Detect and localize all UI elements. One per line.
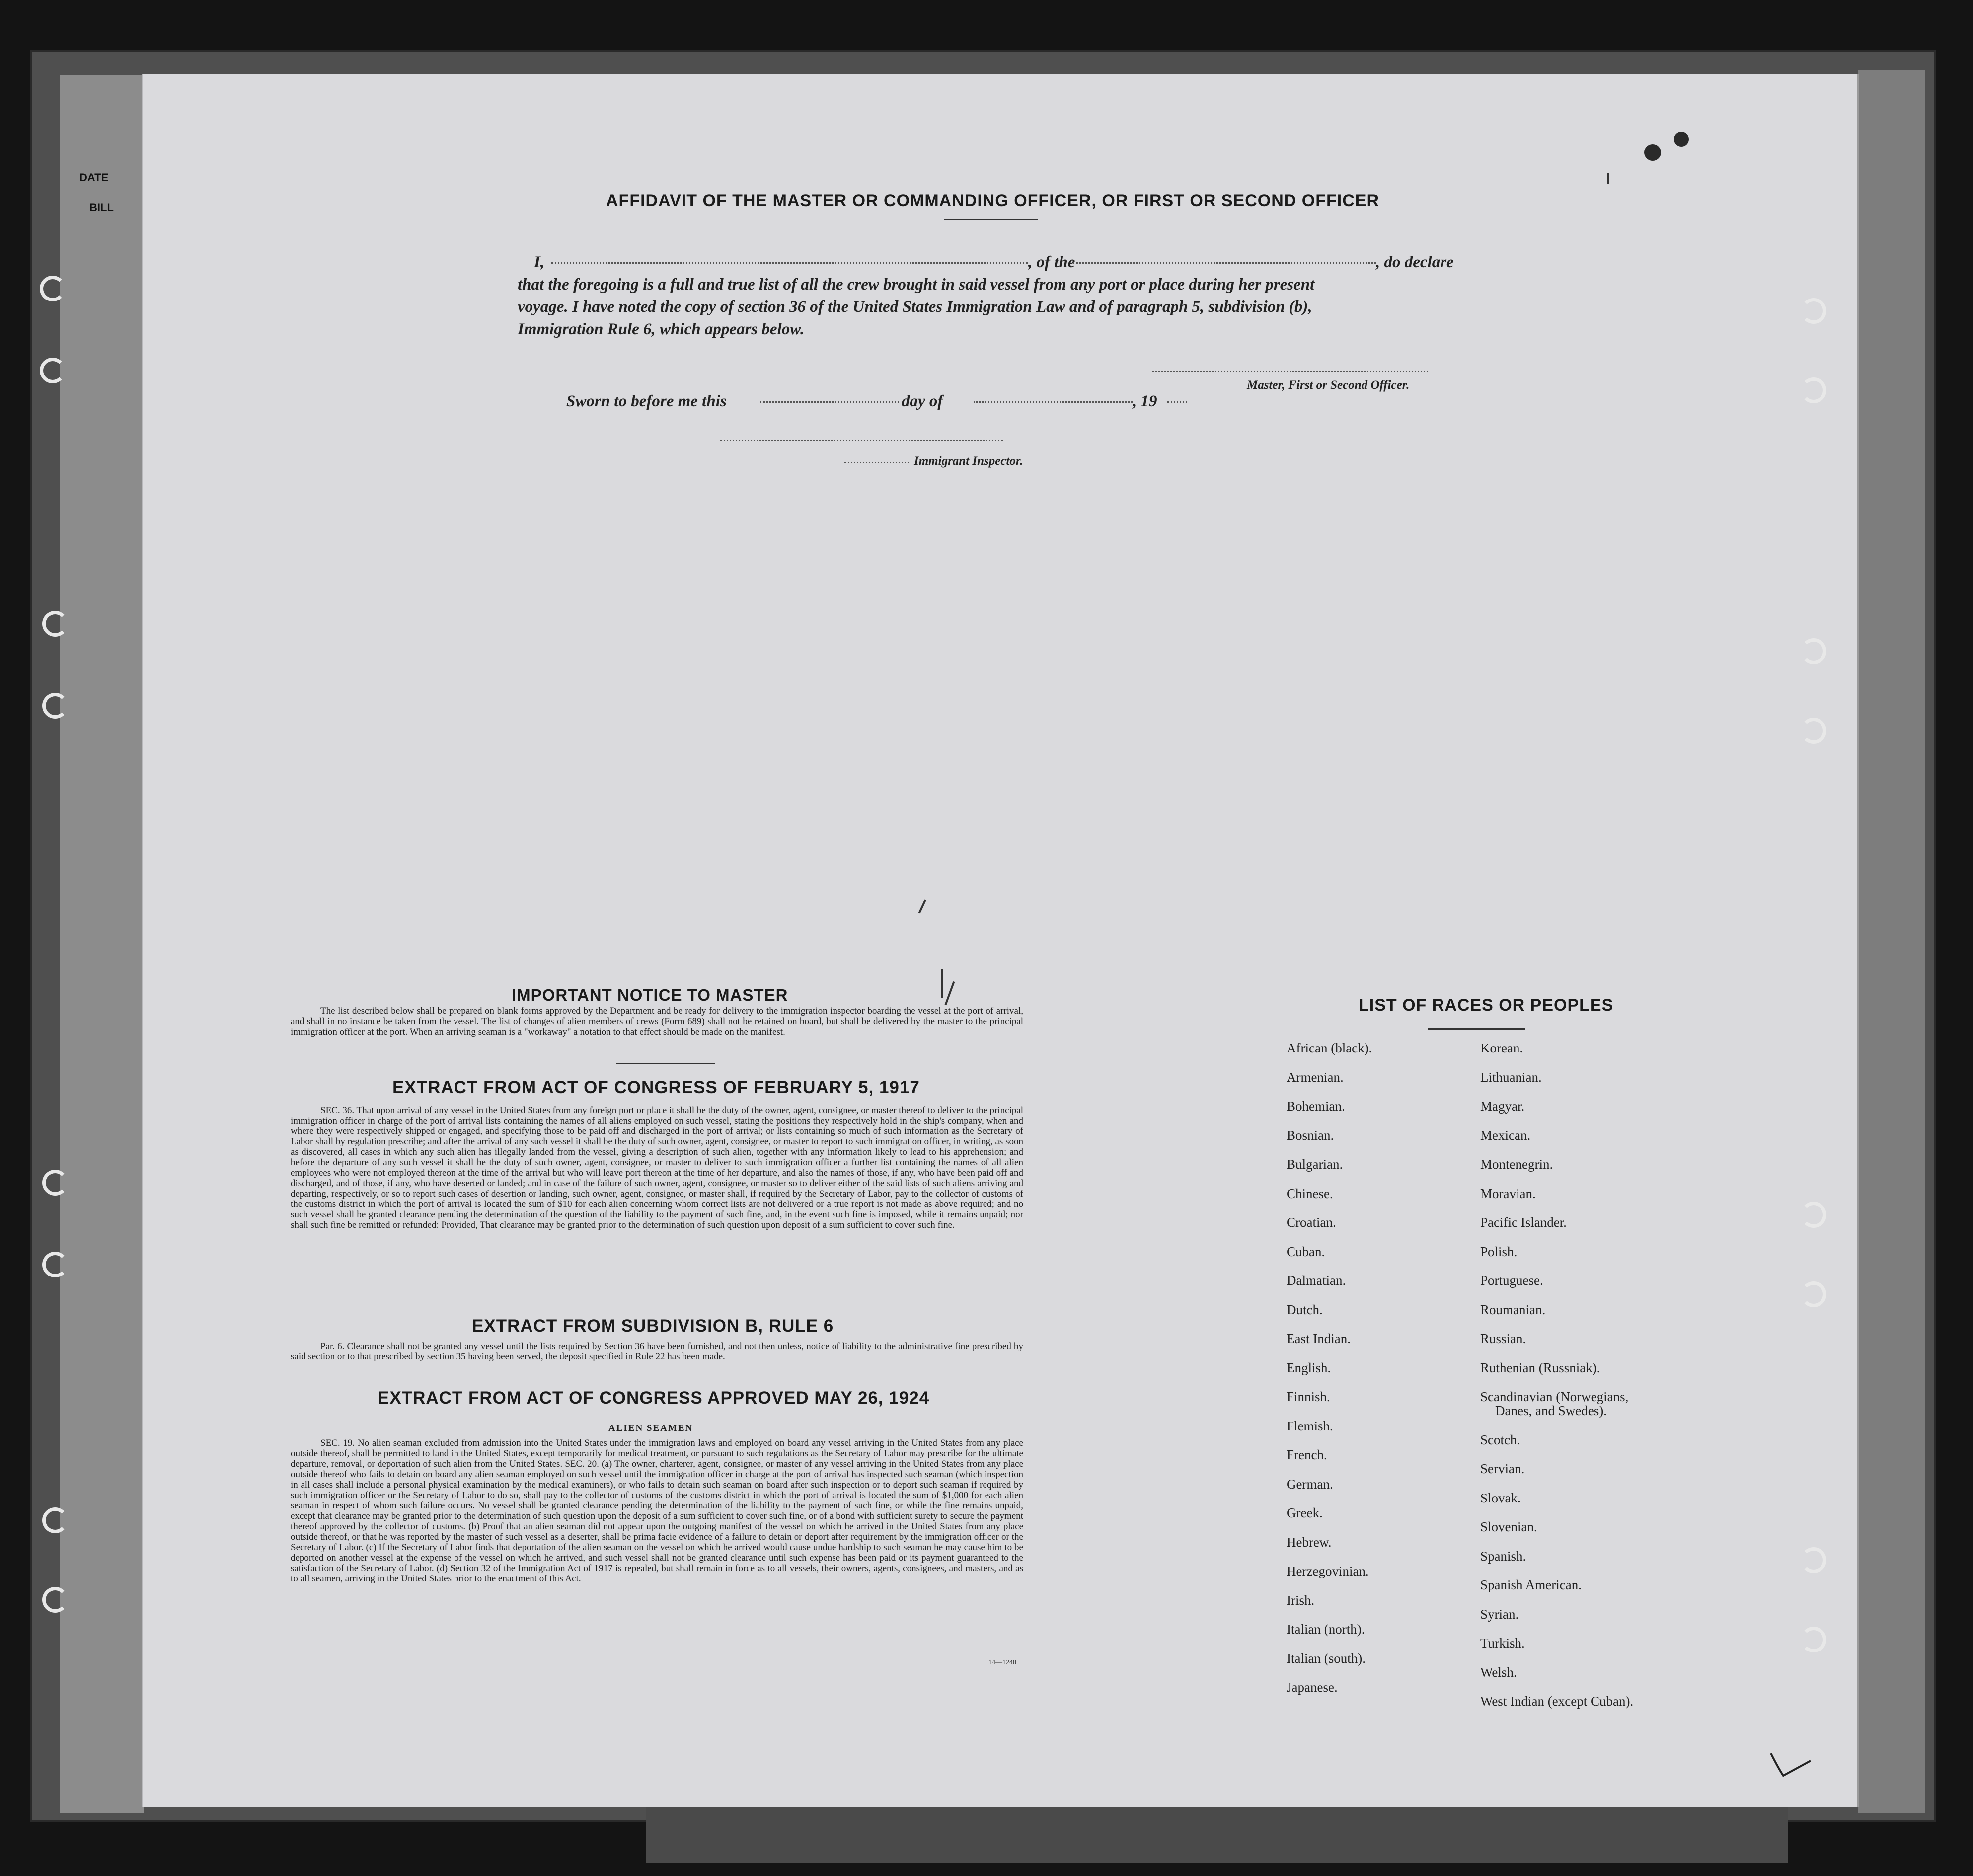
- binder-hole-icon: [1801, 298, 1826, 324]
- binder-hole-icon: [1801, 638, 1826, 664]
- race-item: Spanish.: [1480, 1548, 1526, 1564]
- inspector-signature-field[interactable]: [720, 440, 1003, 441]
- affidavit-of-the: , of the: [1028, 253, 1075, 271]
- form-number: 14—1240: [988, 1659, 1016, 1666]
- binder-hole-icon: [42, 1252, 68, 1277]
- race-item: Bulgarian.: [1287, 1157, 1343, 1172]
- affidavit-do-declare: , do declare: [1376, 253, 1454, 271]
- handwritten-mark: [1768, 1748, 1813, 1783]
- affidavit-i: I,: [534, 253, 545, 271]
- race-item: German.: [1287, 1476, 1333, 1492]
- race-item: Cuban.: [1287, 1244, 1325, 1259]
- race-item: Dutch.: [1287, 1302, 1323, 1317]
- race-item: Welsh.: [1480, 1664, 1517, 1680]
- binder-hole-icon: [42, 1170, 68, 1196]
- race-item: Russian.: [1480, 1331, 1526, 1346]
- tick-mark: [1607, 173, 1609, 184]
- race-item: Greek.: [1287, 1505, 1323, 1520]
- binder-hole-icon: [1801, 1627, 1826, 1652]
- binder-hole-icon: [1801, 718, 1826, 744]
- race-item: Ruthenian (Russniak).: [1480, 1360, 1600, 1375]
- affidavit-line2: that the foregoing is a full and true list of all the crew brought in said vessel from any port or place during her present: [518, 276, 1315, 294]
- race-item: Croatian.: [1287, 1215, 1336, 1230]
- race-item: African (black).: [1287, 1041, 1372, 1055]
- affidavit-title: AFFIDAVIT OF THE MASTER OR COMMANDING OFFICER, OR FIRST OR SECOND OFFICER: [606, 191, 1379, 210]
- race-item: Armenian.: [1287, 1069, 1344, 1085]
- race-item: East Indian.: [1287, 1331, 1351, 1346]
- race-item: Mexican.: [1480, 1127, 1531, 1143]
- affidavit-line4: Immigration Rule 6, which appears below.: [518, 320, 805, 338]
- race-item: Chinese.: [1287, 1186, 1333, 1201]
- extract-1924-body: SEC. 19. No alien seaman excluded from admission into the United States under the immigration laws and employed on board any vessel arriving in the United States from any place outside thereof, shall be permitted to land in the United States, except temporarily for medical treatment, or pursuant to such regulations as the Secretary of Labor may prescribe for the ultimate departure, removal, or deportation of such alien from the United States. SEC. 20. (a) The owner, charterer, agent, consignee, or master of any vessel arriving in the United States from any place outside thereof who fails to detain on board any alien seaman employed on such vessel until the immigration officer in charge at the port of arrival has inspected such seaman (which inspection in all cases shall include a personal physical examination by the medical examiners), or who fails to detain such seaman on board after such inspection or to deport such seaman if required by such immigration officer or the Secretary of Labor to do so, shall pay to the collector of customs of the customs district in which the port of arrival is located the sum of $1,000 for each alien seaman in respect of whom such failure occurs. No vessel shall be granted clearance pending the determination of the liability to the payment of such fine, or while the fine remains unpaid, except that clearance may be granted prior to the determination of such question upon the deposit of a sum sufficient to cover such fine, or of a bond with sufficient surety to secure the payment thereof approved by the collector of customs. (b) Proof that an alien seaman did not appear upon the outgoing manifest of the vessel on which he arrived in the United States from any place outside thereof, or that he was reported by the master of such vessel as a deserter, shall be prima facie evidence of a failure to detain or deport after requirement by the immigration officer or the Secretary of Labor. (c) If the Secretary of Labor finds that deportation of the alien seaman on the vessel on which he arrived would cause undue hardship to such seaman he may cause him to be deported on another vessel at the expense of the vessel on which he arrived, and such vessel shall not be granted clearance until such expense has been paid or its payment guaranteed to the satisfaction of the Secretary of Labor. (d) Section 32 of the Immigration Act of 1917 is repealed, but shall remain in force as to all vessels, their owners, agents, consignees, and masters, and as to all seamen, arriving in the United States prior to the enactment of this Act.: [291, 1438, 1023, 1584]
- left-fragment-bill: BILL: [89, 201, 114, 214]
- extract-1924-title: EXTRACT FROM ACT OF CONGRESS APPROVED MAY 26, 1924: [378, 1388, 930, 1408]
- binder-hole-icon: [1801, 1202, 1826, 1228]
- race-item: Slovak.: [1480, 1490, 1521, 1505]
- race-item: Italian (south).: [1287, 1651, 1366, 1666]
- rule6-body: Par. 6. Clearance shall not be granted any vessel until the lists required by Section 36 have been furnished, and not then unless, notice of liability to the administrative fine prescribed by said section or to that prescribed by section 35 having been served, the deposit specified in Rule 22 has been made.: [291, 1341, 1023, 1362]
- binder-hole-icon: [40, 276, 66, 301]
- binder-hole-icon: [1801, 377, 1826, 403]
- binder-hole-icon: [40, 358, 66, 383]
- race-item: Magyar.: [1480, 1099, 1525, 1114]
- race-item: Servian.: [1480, 1461, 1525, 1476]
- sworn-day-field[interactable]: [760, 401, 899, 403]
- race-item: Slovenian.: [1480, 1519, 1537, 1534]
- race-item: Scandinavian (Norwegians,: [1480, 1389, 1629, 1404]
- race-item: Finnish.: [1287, 1389, 1330, 1404]
- punch-mark-icon: [1644, 144, 1661, 161]
- affidavit-line3: voyage. I have noted the copy of section 36 of the United States Immigration Law and of paragraph 5, subdivision (b),: [518, 298, 1312, 316]
- race-item: English.: [1287, 1360, 1331, 1375]
- binder-hole-icon: [42, 693, 68, 719]
- sworn-year-prefix: , 19: [1133, 392, 1157, 410]
- punch-mark-icon: [1674, 132, 1689, 147]
- master-signature-field[interactable]: [1152, 371, 1428, 372]
- scratch-mark: [941, 969, 943, 998]
- race-item: Flemish.: [1287, 1418, 1333, 1433]
- title-rule: [944, 219, 1038, 220]
- inspector-label: Immigrant Inspector.: [914, 454, 1023, 468]
- notice-title: IMPORTANT NOTICE TO MASTER: [512, 986, 788, 1004]
- race-item: Hebrew.: [1287, 1534, 1332, 1550]
- officer-name-field[interactable]: [551, 262, 1028, 264]
- race-item: Scotch.: [1480, 1432, 1520, 1447]
- race-item: Herzegovinian.: [1287, 1564, 1369, 1578]
- race-item: Turkish.: [1480, 1636, 1525, 1651]
- race-item: Japanese.: [1287, 1680, 1338, 1695]
- race-item: Syrian.: [1480, 1606, 1519, 1622]
- alien-seamen-subtitle: ALIEN SEAMEN: [608, 1423, 693, 1433]
- extract-1917-body: SEC. 36. That upon arrival of any vessel in the United States from any foreign port or place it shall be the duty of the owner, agent, consignee, or master thereof to deliver to the principal immigration officer in charge of the port of arrival lists containing the names of all aliens employed on such vessel, stating the positions they respectively hold in the ship's company, when and where they were respectively shipped or engaged, and specifying those to be paid off and discharged in the port of arrival; or lists containing so much of such information as the Secretary of Labor shall by regulation prescribe; and after the arrival of any such vessel it shall be the duty of such owner, agent, consignee, or master to report to such immigration officer, in writing, as soon as discovered, all cases in which any such alien has illegally landed from the vessel, giving a description of such alien, together with any information likely to lead to his apprehension; and before the departure of any such vessel it shall be the duty of such owner, agent, consignee, or master to deliver to such immigration officer a further list containing the names of all alien employees who were not employed thereon at the time of the arrival but who will leave port thereon at the time of her departure, and also the names of those, if any, who have been paid off and discharged, and of those, if any, who have deserted or landed; and in case of the failure of such owner, agent, consignee, or master so to deliver either of the said lists of such aliens arriving and departing, respectively, or so to report such cases of desertion or landing, such owner, agent, consignee, or master shall, if required by the Secretary of Labor, pay to the collector of customs of the customs district in which the port of arrival is located the sum of $10 for each alien concerning whom correct lists are not delivered or a true report is not made as above required; and no such vessel shall be granted clearance pending the determination of the question of the liability to the payment of such fine, and, in the event such fine is imposed, while it remains unpaid; nor shall such fine be remitted or refunded: Provided, That clearance may be granted prior to the determination of such question upon deposit of a sum sufficient to cover such fine.: [291, 1105, 1023, 1230]
- sworn-text: Sworn to before me this: [566, 392, 727, 410]
- left-fragment-date: DATE: [79, 171, 109, 184]
- race-item: Irish.: [1287, 1592, 1315, 1608]
- right-sheet-edge: [1858, 70, 1925, 1813]
- left-binder-strip: [60, 75, 144, 1813]
- notice-body: The list described below shall be prepared on blank forms approved by the Department and be ready for delivery to the immigration inspector boarding the vessel at the port of arrival, and shall in no instance be taken from the vessel. The list of changes of alien members of crews (Form 689) shall not be retained on board, but shall be delivered by the master to the principal immigration officer at the port. When an arriving seaman is a "workaway" a notation to that effect should be made on the manifest.: [291, 1006, 1023, 1037]
- race-item: Montenegrin.: [1480, 1157, 1553, 1172]
- race-item: Moravian.: [1480, 1186, 1536, 1201]
- race-item: Polish.: [1480, 1244, 1518, 1259]
- race-item: Danes, and Swedes).: [1495, 1403, 1607, 1418]
- race-item: Bosnian.: [1287, 1127, 1334, 1143]
- race-item: French.: [1287, 1447, 1327, 1462]
- race-item: Lithuanian.: [1480, 1069, 1542, 1085]
- rule6-title: EXTRACT FROM SUBDIVISION B, RULE 6: [472, 1316, 834, 1336]
- binder-hole-icon: [42, 1587, 68, 1613]
- vessel-name-field[interactable]: [1073, 262, 1376, 264]
- sworn-month-field[interactable]: [974, 401, 1133, 403]
- race-item: Roumanian.: [1480, 1302, 1546, 1317]
- race-item: Portuguese.: [1480, 1273, 1543, 1288]
- race-item: West Indian (except Cuban).: [1480, 1694, 1634, 1709]
- race-item: Italian (north).: [1287, 1622, 1365, 1637]
- race-item: Dalmatian.: [1287, 1273, 1346, 1288]
- master-signature-label: Master, First or Second Officer.: [1247, 378, 1410, 392]
- inspector-lead-dots: [844, 462, 909, 463]
- race-item: Spanish American.: [1480, 1577, 1582, 1592]
- race-item: Bohemian.: [1287, 1099, 1345, 1114]
- race-item: Korean.: [1480, 1041, 1523, 1055]
- races-rule: [1428, 1028, 1525, 1030]
- extract-1917-title: EXTRACT FROM ACT OF CONGRESS OF FEBRUARY 5, 1917: [392, 1078, 920, 1097]
- sworn-day-of: day of: [902, 392, 943, 410]
- binder-hole-icon: [42, 1507, 68, 1533]
- race-item: Pacific Islander.: [1480, 1215, 1567, 1230]
- races-title: LIST OF RACES OR PEOPLES: [1359, 996, 1614, 1015]
- binder-hole-icon: [1801, 1281, 1826, 1307]
- binder-hole-icon: [42, 611, 68, 637]
- notice-rule: [616, 1063, 715, 1064]
- sworn-year-field[interactable]: [1167, 401, 1187, 403]
- binder-hole-icon: [1801, 1547, 1826, 1573]
